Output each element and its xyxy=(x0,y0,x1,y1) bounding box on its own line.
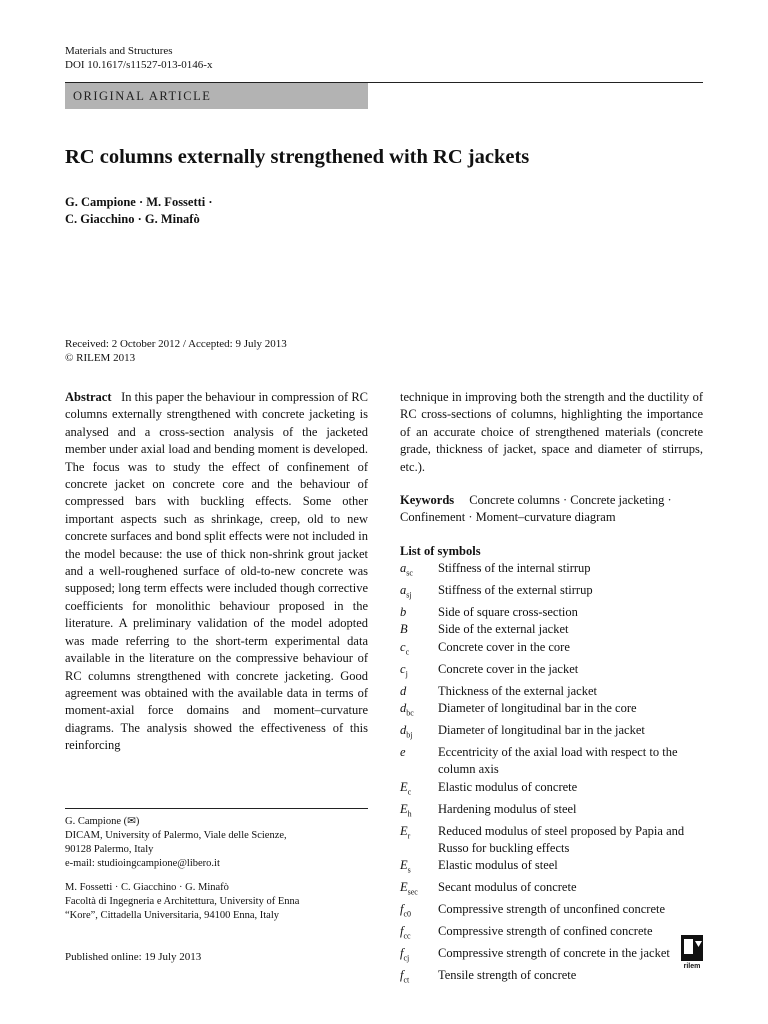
symbol-list xyxy=(400,560,703,989)
symbol: $f_{cj}$ xyxy=(400,945,410,963)
journal-header xyxy=(65,44,212,72)
author-list xyxy=(65,194,213,228)
symbol: $a_{sc}$ xyxy=(400,561,413,578)
symbol-description: Diameter of longitudinal bar in the jacket xyxy=(438,723,645,737)
symbol-description: Concrete cover in the core xyxy=(438,639,570,654)
symbol-description: Elastic modulus of steel xyxy=(438,858,558,873)
received-accepted: Received: 2 October 2012 / Accepted: 9 July 2013 xyxy=(65,338,287,350)
symbol: e xyxy=(400,744,406,759)
symbol: $d_{bc}$ xyxy=(400,701,414,718)
symbol-row xyxy=(400,639,703,661)
email-link[interactable]: e-mail: studioingcampione@libero.it xyxy=(65,858,220,869)
author-footnotes xyxy=(65,815,368,923)
paper-title: RC columns externally strengthened with RC jackets xyxy=(65,146,530,168)
affiliation-1-line-1: DICAM, University of Palermo, Viale delle Scienze, xyxy=(65,830,287,841)
symbol: $E_r$ xyxy=(400,823,411,841)
symbol-description: Stiffness of the external stirrup xyxy=(438,583,593,598)
copyright: © RILEM 2013 xyxy=(65,352,136,364)
doi[interactable]: DOI 10.1617/s11527-013-0146-x xyxy=(65,59,213,71)
published-date: Published online: 19 July 2013 xyxy=(65,951,202,963)
symbol-row xyxy=(400,722,703,744)
symbol-row xyxy=(400,923,703,945)
symbol-description: Concrete cover in the jacket xyxy=(438,661,579,676)
symbol-row xyxy=(400,604,703,621)
symbol-row xyxy=(400,879,703,901)
symbol-row xyxy=(400,857,703,879)
journal-name: Materials and Structures xyxy=(65,45,173,57)
symbol: $c_j$ xyxy=(400,661,408,679)
symbol-description: Tensile strength of concrete xyxy=(438,967,577,982)
symbol: d xyxy=(400,683,407,698)
symbol-description: Stiffness of the internal stirrup xyxy=(438,561,591,576)
symbols-title: List of symbols xyxy=(400,543,481,558)
symbol: $a_{sj}$ xyxy=(400,583,412,600)
right-column xyxy=(400,389,703,989)
symbol: $E_s$ xyxy=(400,858,411,875)
symbol-description: Hardening modulus of steel xyxy=(438,801,577,816)
symbol-row xyxy=(400,661,703,683)
symbol-row xyxy=(400,779,703,801)
symbol-row xyxy=(400,560,703,582)
symbol: b xyxy=(400,605,407,620)
symbol-row xyxy=(400,744,703,779)
symbol-description: Thickness of the external jacket xyxy=(438,683,597,698)
symbol-row xyxy=(400,621,703,638)
authors-line-2: C. Giacchino · G. Minafò xyxy=(65,212,200,226)
symbol: $E_h$ xyxy=(400,801,412,819)
authors-line-1: G. Campione · M. Fossetti · xyxy=(65,195,213,209)
abstract xyxy=(65,389,368,755)
symbol-description: Secant modulus of concrete xyxy=(438,880,577,895)
symbol: $c_c$ xyxy=(400,639,410,657)
symbol-description: Compressive strength of unconfined concrete xyxy=(438,902,666,917)
keywords-text: Concrete columns · Concrete jacketing · Confinement · Moment–curvature diagram xyxy=(400,493,672,525)
symbol-description: Elastic modulus of concrete xyxy=(438,779,578,794)
article-type-badge: ORIGINAL ARTICLE xyxy=(65,83,368,109)
symbol-description: Reduced modulus of steel proposed by Papia and Russo for buckling effects xyxy=(438,823,685,855)
symbol-description: Compressive strength of confined concrete xyxy=(438,924,653,939)
abstract-label: Abstract xyxy=(65,390,112,404)
symbol: $E_c$ xyxy=(400,779,412,797)
abstract-continuation: technique in improving both the strength and the ductility of RC cross-sections of columns, highlighting the importance of an accurate choice of strengthened materials (concrete grade, thickness of jacket, space and diameter of stirrups, etc.). xyxy=(400,390,703,474)
symbol: $f_{ct}$ xyxy=(400,967,410,985)
symbol-row xyxy=(400,582,703,604)
symbol-row xyxy=(400,801,703,823)
symbol-row xyxy=(400,967,703,989)
coauthors: M. Fossetti · C. Giacchino · G. Minafò xyxy=(65,882,229,893)
keywords-label: Keywords xyxy=(400,493,455,508)
symbol-row xyxy=(400,901,703,923)
affiliation-1-line-2: 90128 Palermo, Italy xyxy=(65,844,154,855)
abstract-text: In this paper the behaviour in compression of RC columns externally strengthened with concrete jacketing is analysed and a cross-section analysis of the jacketed member under axial load and bending moment is developed. The focus was to study the effect of confinement of concrete jacket on concrete core and the behaviour of compressed bars with buckling effects. Some other important aspects such as shrinkage, creep, old to new concrete surfaces and bond split effects were not included in the model because: the use of thick non-shrink grout jacket and a well-roughened surface of old-to-new concrete was supposed; long term effects were included though corrective coefficients for monolithic behaviour proposed in the literature. A preliminary validation of the model adopted was made referring to the short-term experimental data available in the literature on the compressive behaviour of RC columns strengthened with concrete jacketing. Good agreement was obtained with the available data in terms of moment-axial force domains and moment–curvature diagrams. The analysis showed the effectiveness of this reinforcing xyxy=(65,390,368,753)
symbol: $d_{bj}$ xyxy=(400,723,413,740)
symbol-row xyxy=(400,700,703,722)
footnote-rule xyxy=(65,808,368,809)
logo-lettering: rilem xyxy=(683,963,701,970)
symbol-row xyxy=(400,823,703,858)
affiliation-2-line-2: “Kore”, Cittadella Universitaria, 94100 Enna, Italy xyxy=(65,910,280,921)
symbol-description: Compressive strength of concrete in the jacket xyxy=(438,945,670,960)
keywords xyxy=(400,492,703,527)
symbol: $f_{cc}$ xyxy=(400,924,411,941)
symbol: B xyxy=(400,622,408,637)
symbol: $f_{c0}$ xyxy=(400,902,412,919)
symbol-row xyxy=(400,683,703,700)
article-dates xyxy=(65,337,287,365)
affiliation-2-line-1: Facoltà di Ingegneria e Architettura, University of Enna xyxy=(65,896,300,907)
symbol: $E_{sec}$ xyxy=(400,880,418,897)
symbol-description: Side of square cross-section xyxy=(438,605,578,620)
symbol-row xyxy=(400,945,703,967)
symbol-description: Eccentricity of the axial load with respect to the column axis xyxy=(438,744,678,777)
corresponding-author: G. Campione (✉) xyxy=(65,816,140,827)
symbol-description: Diameter of longitudinal bar in the core xyxy=(438,701,637,716)
rilem-logo xyxy=(681,935,703,970)
symbol-description: Side of the external jacket xyxy=(438,622,569,637)
